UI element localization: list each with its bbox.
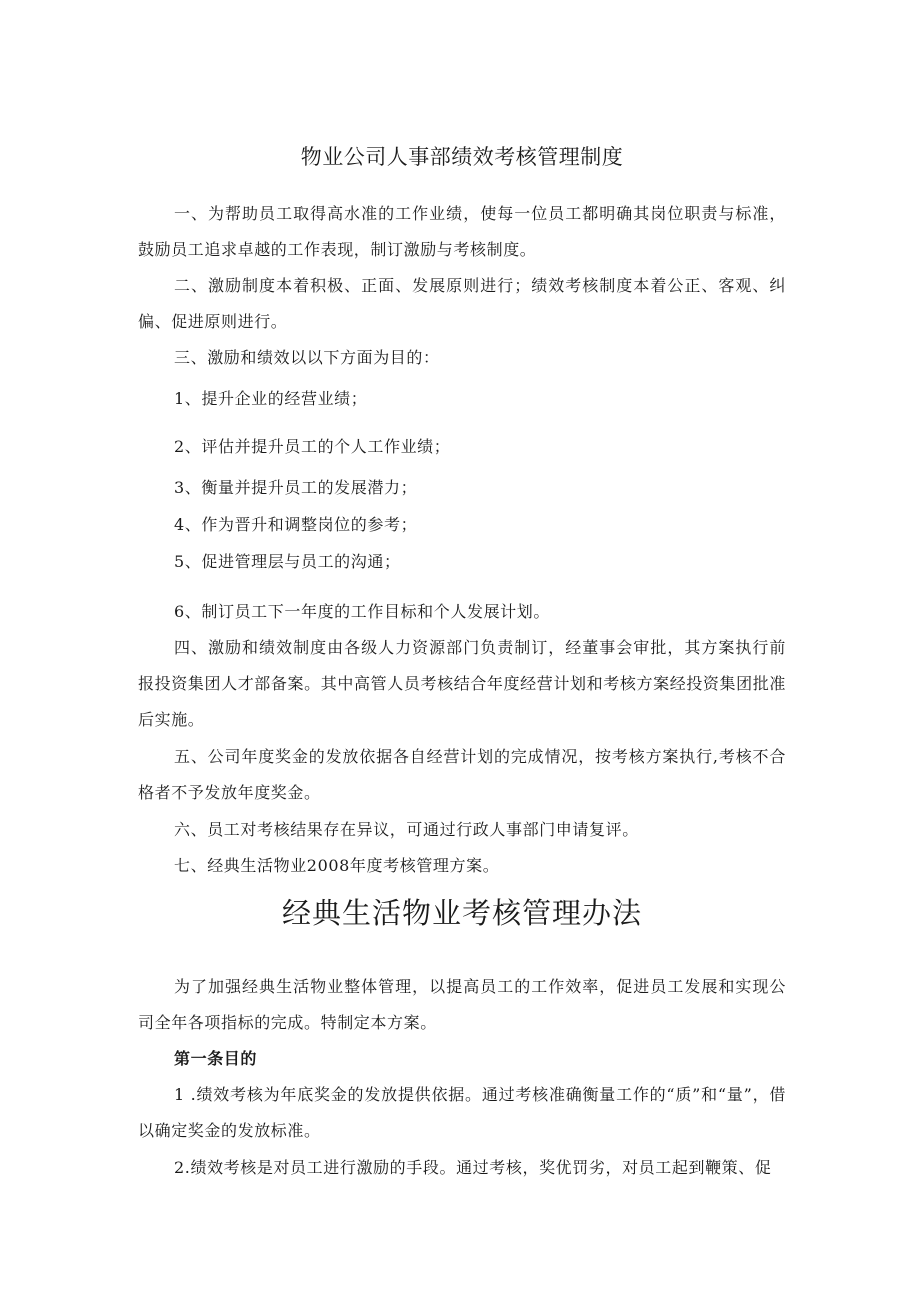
- paragraph-purpose-1: 1 .绩效考核为年底奖金的发放提供依据。通过考核准确衡量工作的“质”和“量”，借以确定奖金的发放标准。: [138, 1085, 786, 1140]
- paragraph-article-5: 五、公司年度奖金的发放依据各自经营计划的完成情况，按考核方案执行,考核不合格者不予发放年度奖金。: [138, 747, 786, 802]
- paragraph-article-1: 一、为帮助员工取得高水准的工作业绩，使每一位员工都明确其岗位职责与标准，鼓励员工追求卓越的工作表现，制订激励与考核制度。: [138, 204, 786, 259]
- paragraph-article-4: 四、激励和绩效制度由各级人力资源部门负责制订，经董事会审批，其方案执行前报投资集团人才部备案。其中高管人员考核结合年度经营计划和考核方案经投资集团批准后实施。: [138, 638, 786, 729]
- list-item-goal-1: 1、提升企业的经营业绩；: [174, 389, 368, 408]
- paragraph-intro: 为了加强经典生活物业整体管理，以提高员工的工作效率，促进员工发展和实现公司全年各项指标的完成。特制定本方案。: [138, 977, 786, 1032]
- list-item-goal-2: 2、评估并提升员工的个人工作业绩；: [174, 437, 451, 456]
- document-page: [138, 0, 786, 1301]
- paragraph-article-3: 三、激励和绩效以以下方面为目的：: [174, 348, 440, 367]
- paragraph-purpose-2: 2.绩效考核是对员工进行激励的手段。通过考核，奖优罚劣，对员工起到鞭策、促: [174, 1158, 772, 1177]
- list-item-goal-4: 4、作为晋升和调整岗位的参考；: [174, 515, 418, 534]
- list-item-goal-6: 6、制订员工下一年度的工作目标和个人发展计划。: [174, 602, 550, 621]
- document-title: 物业公司人事部绩效考核管理制度: [300, 145, 624, 169]
- list-item-goal-3: 3、衡量并提升员工的发展潜力；: [174, 478, 418, 497]
- paragraph-article-2: 二、激励制度本着积极、正面、发展原则进行；绩效考核制度本着公正、客观、纠偏、促进原则进行。: [138, 276, 786, 331]
- article-heading: 第一条目的: [174, 1049, 258, 1068]
- list-item-goal-5: 5、促进管理层与员工的沟通；: [174, 552, 401, 571]
- paragraph-article-6: 六、员工对考核结果存在异议，可通过行政人事部门申请复评。: [174, 820, 639, 839]
- section-title: 经典生活物业考核管理办法: [281, 896, 642, 930]
- paragraph-article-7: 七、经典生活物业2008年度考核管理方案。: [174, 856, 500, 875]
